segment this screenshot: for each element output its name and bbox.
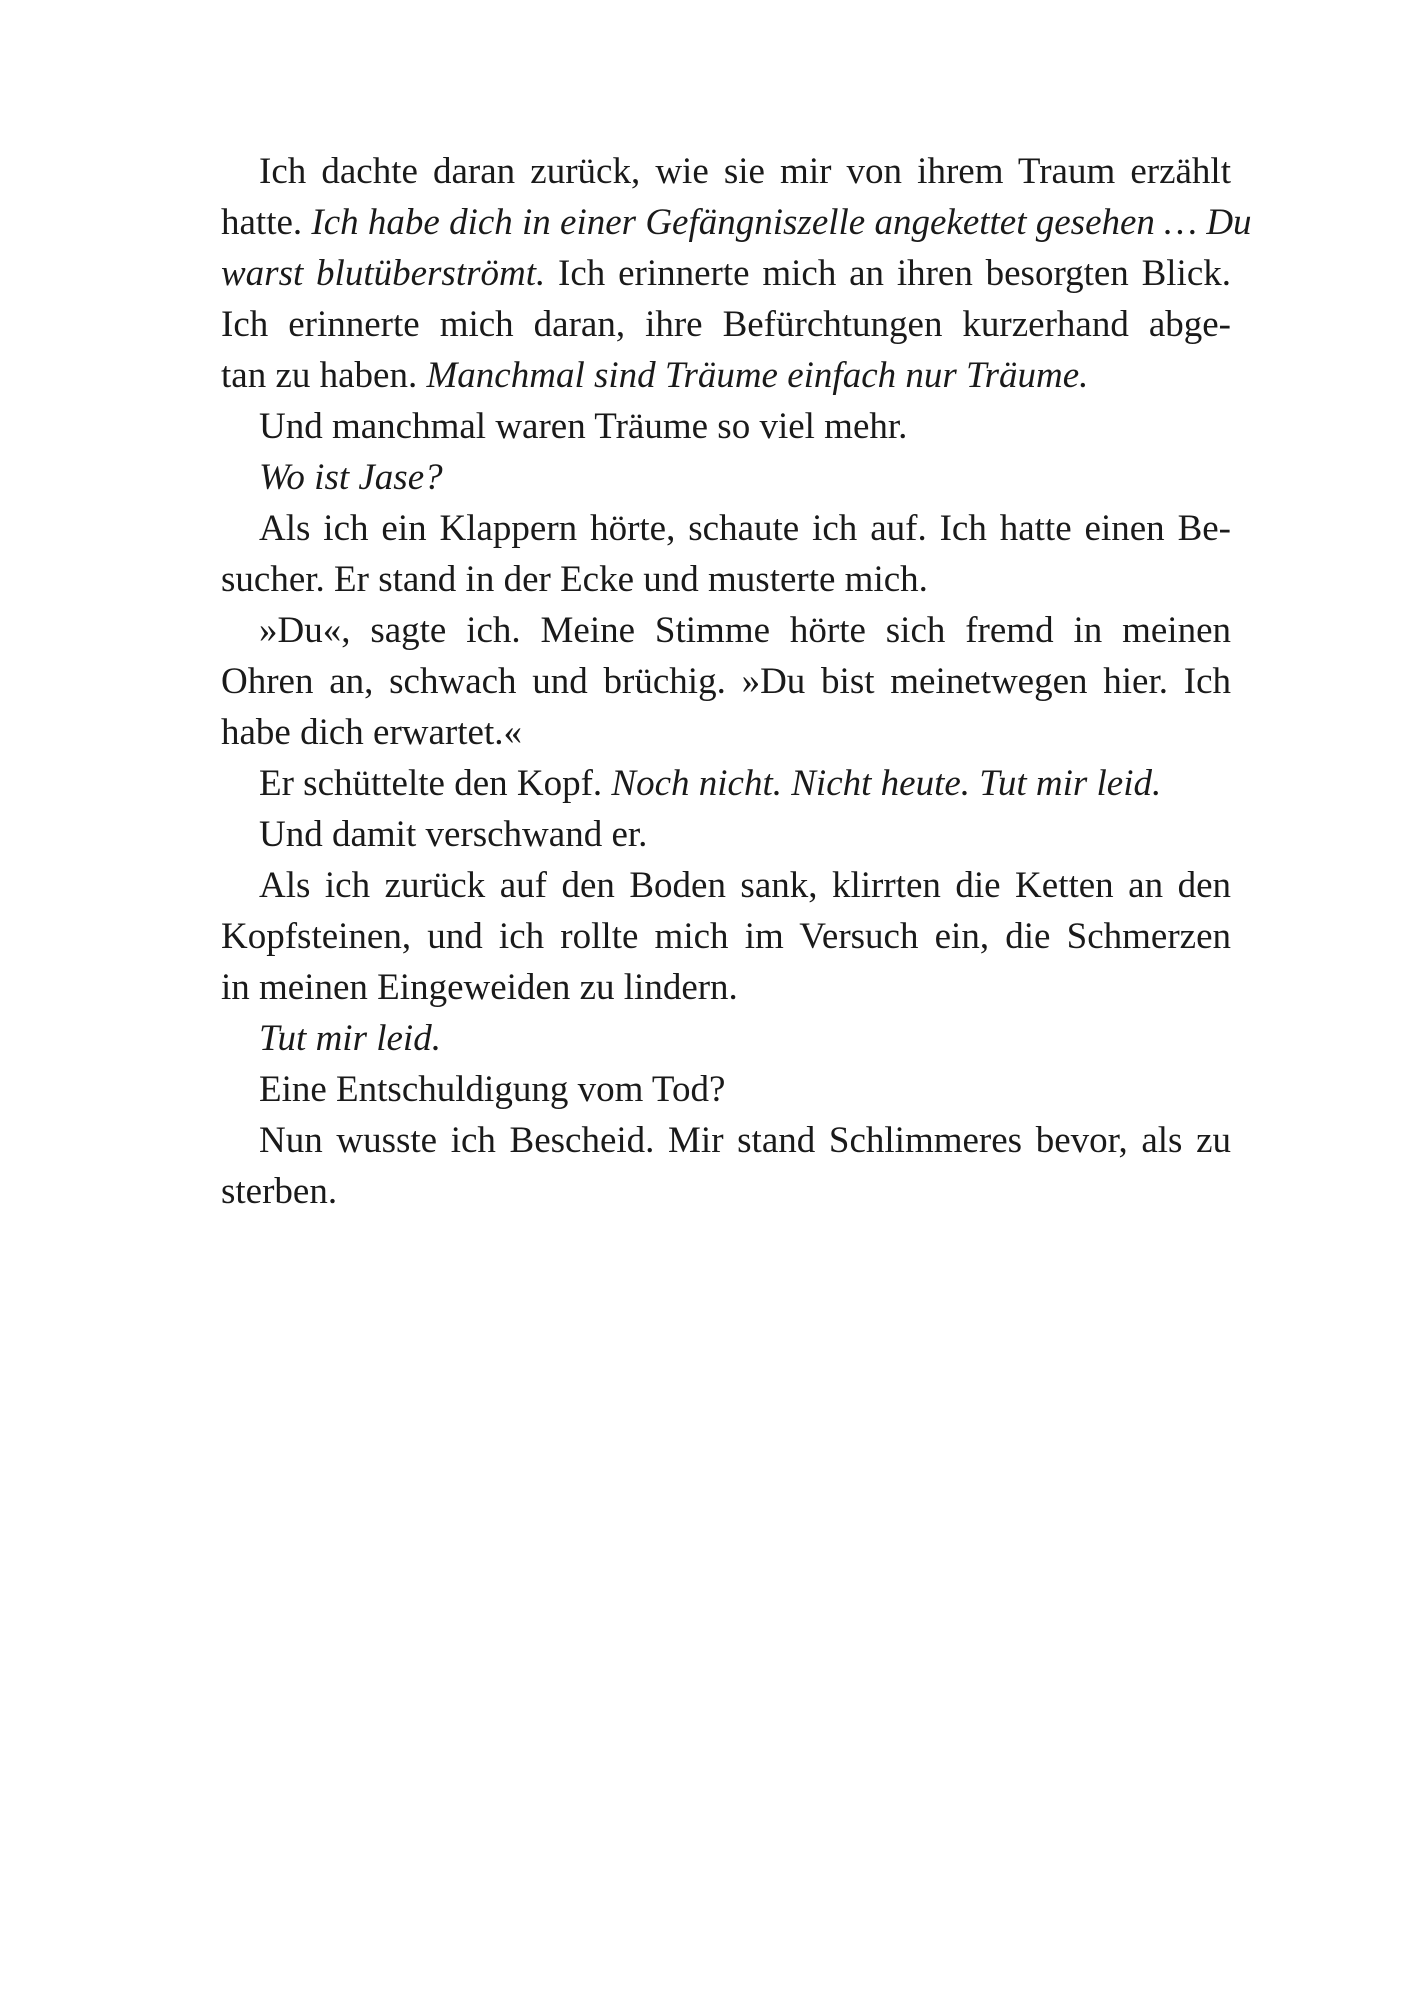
- text-line: [221, 860, 1231, 911]
- text-segment: Nun wusste ich Bescheid. Mir stand Schlimmeres bevor, als zu: [259, 1120, 1231, 1161]
- paragraph: [221, 1013, 1231, 1064]
- text-segment: Ich erinnerte mich daran, ihre Befürchtungen kurzerhand abge-: [221, 304, 1231, 345]
- paragraph: [221, 758, 1231, 809]
- text-segment: Als ich zurück auf den Boden sank, klirrten die Ketten an den: [259, 865, 1231, 906]
- text-segment: hatte.: [221, 202, 312, 243]
- paragraph: [221, 1064, 1231, 1115]
- paragraph: [221, 809, 1231, 860]
- italic-text-segment: Manchmal sind Träume einfach nur Träume.: [426, 355, 1089, 396]
- italic-text-segment: Ich habe dich in einer Gefängniszelle angekettet gesehen … Du: [311, 202, 1252, 243]
- text-segment: Ich erinnerte mich an ihren besorgten Blick.: [545, 253, 1232, 294]
- paragraph: [221, 452, 1231, 503]
- text-segment: »Du«, sagte ich. Meine Stimme hörte sich fremd in meinen: [259, 610, 1231, 651]
- text-line: [221, 1064, 1231, 1115]
- text-line: [221, 503, 1231, 554]
- italic-text-segment: Tut mir leid.: [259, 1018, 441, 1059]
- text-segment: Er schüttelte den Kopf.: [259, 763, 612, 804]
- text-line: [221, 554, 1231, 605]
- text-segment: Kopfsteinen, und ich rollte mich im Versuch ein, die Schmerzen: [221, 916, 1231, 957]
- text-line: [221, 401, 1231, 452]
- text-line: [221, 605, 1231, 656]
- text-line: [221, 911, 1231, 962]
- text-segment: Ohren an, schwach und brüchig. »Du bist meinetwegen hier. Ich: [221, 661, 1231, 702]
- text-segment: tan zu haben.: [221, 355, 427, 396]
- text-segment: in meinen Eingeweiden zu lindern.: [221, 967, 738, 1008]
- text-segment: Eine Entschuldigung vom Tod?: [259, 1069, 726, 1110]
- text-segment: sterben.: [221, 1171, 338, 1212]
- text-segment: Und damit verschwand er.: [259, 814, 648, 855]
- text-line: [221, 350, 1231, 401]
- text-line: [221, 962, 1231, 1013]
- text-line: [221, 1166, 1231, 1217]
- text-segment: Und manchmal waren Träume so viel mehr.: [259, 406, 908, 447]
- paragraph: [221, 1115, 1231, 1217]
- text-segment: Als ich ein Klappern hörte, schaute ich auf. Ich hatte einen Be-: [259, 508, 1231, 549]
- text-line: [221, 452, 1231, 503]
- paragraph: [221, 860, 1231, 1013]
- text-segment: habe dich erwartet.«: [221, 712, 522, 753]
- text-line: [221, 146, 1231, 197]
- text-line: [221, 197, 1252, 248]
- italic-text-segment: warst blutüberströmt.: [221, 253, 546, 294]
- text-line: [221, 299, 1231, 350]
- paragraph: [221, 503, 1231, 605]
- text-segment: Ich dachte daran zurück, wie sie mir von ihrem Traum erzählt: [259, 151, 1231, 192]
- text-column: [221, 146, 1252, 1217]
- paragraph: [221, 401, 1231, 452]
- text-line: [221, 656, 1231, 707]
- italic-text-segment: Wo ist Jase?: [259, 457, 443, 498]
- text-line: [221, 248, 1231, 299]
- text-line: [221, 809, 1231, 860]
- text-segment: sucher. Er stand in der Ecke und musterte mich.: [221, 559, 928, 600]
- italic-text-segment: Noch nicht. Nicht heute. Tut mir leid.: [611, 763, 1162, 804]
- text-line: [221, 1013, 1231, 1064]
- paragraph: [221, 146, 1252, 401]
- text-line: [221, 707, 1231, 758]
- text-line: [221, 758, 1231, 809]
- paragraph: [221, 605, 1231, 758]
- text-line: [221, 1115, 1231, 1166]
